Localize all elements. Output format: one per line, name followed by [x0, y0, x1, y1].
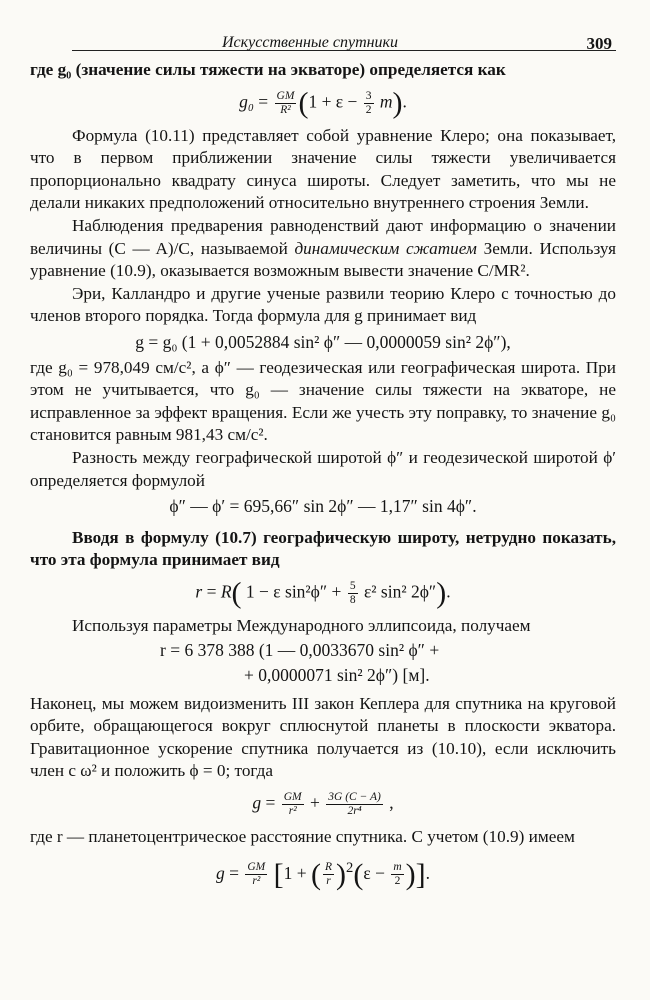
page-number: 309 — [586, 34, 612, 53]
fraction-gm-r2: $\frac{GM}{\text{R²}}$ — [276, 89, 295, 116]
paragraph-5: где g₀ = 978,049 см/с², а ϕ″ — геодезическая или географическая широта. При этом не учитывается, что g₀ — значение силы тяжести на экваторе, не исправленное за эффект вращения. Если же учесть эту поправку, то значение g₀ становится равным 981,43 см/с². — [30, 357, 616, 445]
book-page — [30, 26, 616, 896]
equation-ellipsoid-line-1: r = 6 378 388 (1 — 0,0033670 sin² ϕ″ + — [160, 640, 440, 661]
fraction-3-2: $\frac{3}{2}$ — [365, 89, 372, 116]
fraction-m-2: $\frac{m}{2}$ — [393, 860, 402, 887]
equation-gravity-series: g = g₀ (1 + 0,0052884 sin² ϕ″ — 0,0000059 sin² 2ϕ″), — [135, 331, 511, 352]
fraction-gm-r2-b: $\frac{GM}{\text{r²}}$ — [283, 791, 302, 818]
paragraph-3: Наблюдения предварения равноденствий дают информацию о значении величины (C — A)/C, называемой динамическим сжатием Земли. Используя уравнение (10.9), оказывается возможным вывести значение C/MR². — [30, 215, 616, 281]
paragraph-10: где r — планетоцентрическое расстояние спутника. С учетом (10.9) имеем — [30, 827, 575, 847]
equation-final: g = $\frac{GM}{\text{r²}}$ [1 + ( $\frac{R}{r}$ )$^2$(ε − $\frac{m}{2}$ )]. — [216, 857, 430, 891]
paragraph-9: Наконец, мы можем видоизменить III закон Кеплера для спутника на круговой орбите, обращающегося вокруг сплюснутой планеты в плоскости экватора. Гравитационное ускорение спутника получается из (10.10), если исключить член с ω² и положить ϕ = 0; тогда — [30, 693, 616, 781]
equation-ellipsoid-line-2: + 0,0000071 sin² 2ϕ″) [м]. — [244, 665, 430, 686]
fraction-R-r: $\frac{R}{r}$ — [325, 860, 333, 887]
term-dynamic-flattening: динамическим сжатием — [294, 238, 477, 258]
paragraph-8: Используя параметры Международного эллипсоида, получаем — [72, 615, 531, 635]
paragraph-4: Эри, Калландро и другие ученые развили теорию Клеро с точностью до членов второго порядка. Тогда формула для g принимает вид — [30, 283, 616, 326]
fraction-3g-ca: $\frac{3G (C - A)}{\text{2r⁴}}$ — [328, 791, 381, 818]
equation-radius: r = R( 1 − ε sin²ϕ″ + $\frac{5}{8}$ ε² sin² 2ϕ″). — [195, 576, 451, 610]
paragraph-2: Формула (10.11) представляет собой уравнение Клеро; она показывает, что в первом приближении значение силы тяжести увеличивается пропорционально квадрату синуса широты. Следует заметить, что мы не делали никаких предположений относительно внутреннего строения Земли. — [30, 125, 616, 213]
running-header — [72, 26, 616, 51]
equation-g0: g₀ = $\frac{GM}{\text{R²}}$ (1 + ε − $\frac{3}{2}$ m). — [239, 86, 407, 120]
equation-satellite-gravity: g = $\frac{GM}{\text{r²}}$ + $\frac{3G (C - A)}{\text{2r⁴}}$ , — [252, 791, 394, 818]
paragraph-7: Вводя в формулу (10.7) географическую широту, нетрудно показать, что эта формула принимает вид — [30, 527, 616, 570]
paragraph-6: Разность между географической широтой ϕ″ и геодезической широтой ϕ′ определяется формулой — [30, 447, 616, 490]
equation-latitude-difference: ϕ″ — ϕ′ = 695,66″ sin 2ϕ″ — 1,17″ sin 4ϕ″. — [169, 496, 477, 517]
fraction-gm-r2-c: $\frac{GM}{\text{r²}}$ — [247, 860, 266, 887]
fraction-5-8: $\frac{5}{8}$ — [349, 579, 356, 606]
paragraph-1: где g₀ (значение силы тяжести на экваторе) определяется как — [30, 60, 506, 79]
chapter-title: Искусственные спутники — [222, 34, 399, 51]
page-body — [30, 59, 616, 891]
